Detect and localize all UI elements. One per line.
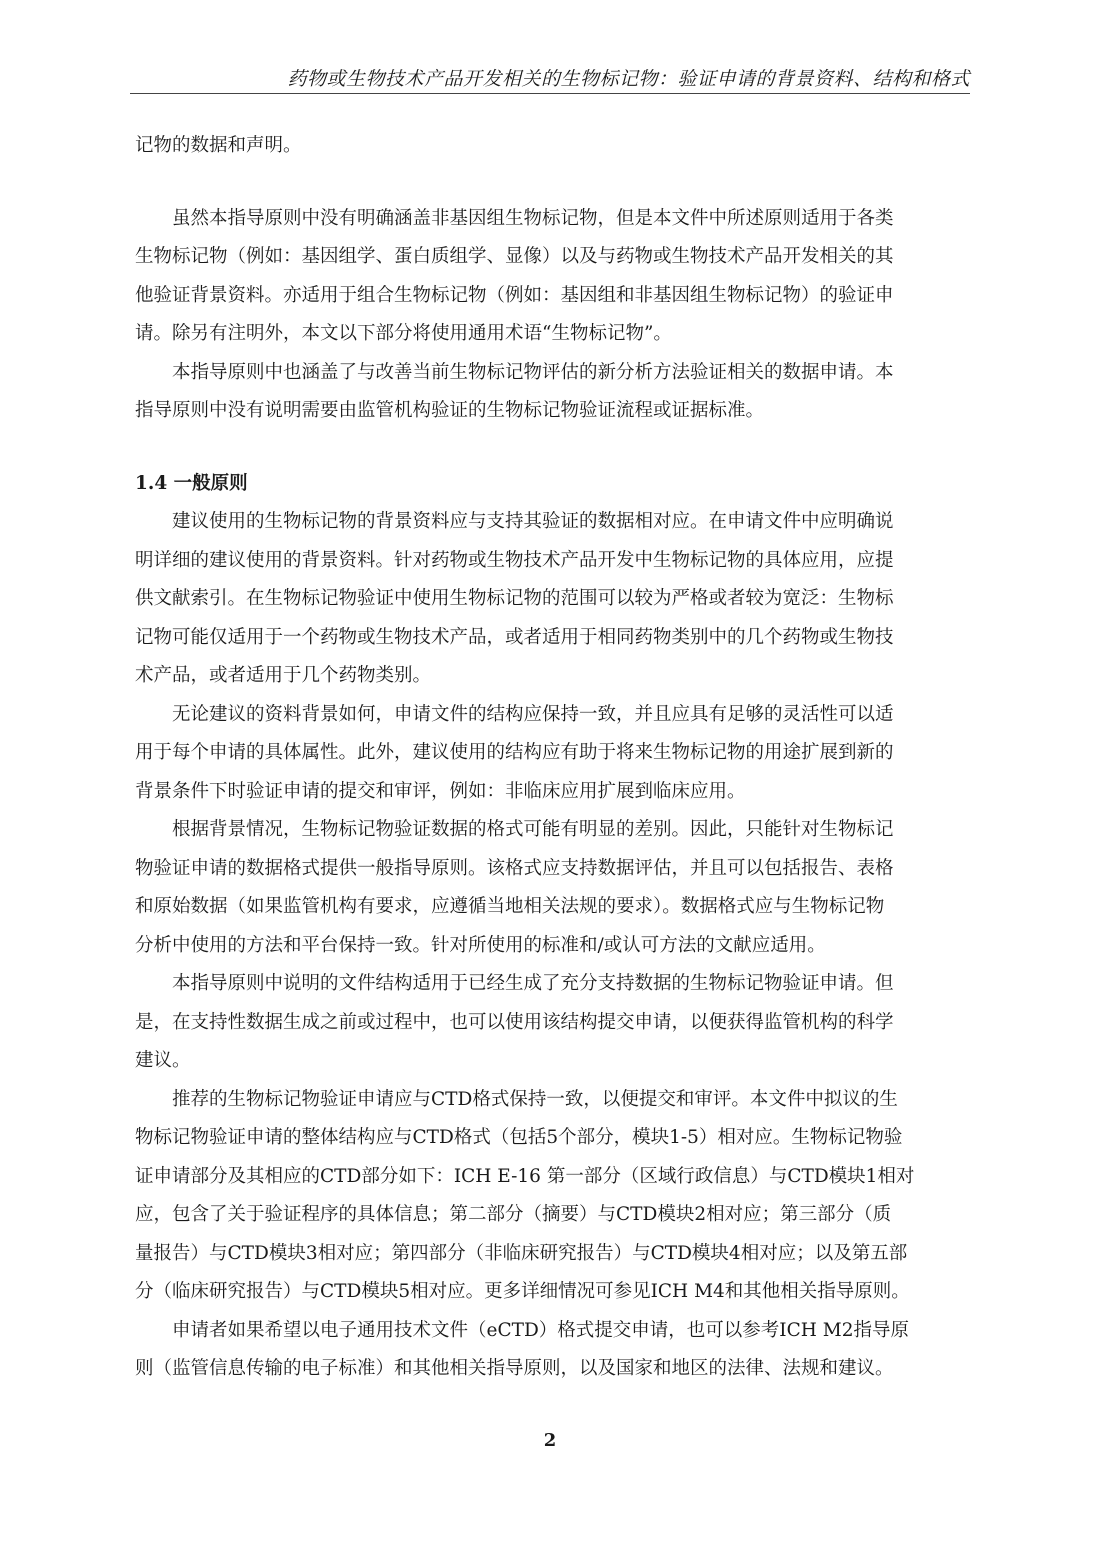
paragraph-ctd-format <box>135 1081 970 1312</box>
paragraph-line: 术产品，或者适用于几个药物类别。 <box>135 665 432 686</box>
paragraph-line: 用于每个申请的具体属性。此外，建议使用的结构应有助于将来生物标记物的用途扩展到新的 <box>135 742 894 763</box>
paragraph-format <box>135 811 970 965</box>
running-header: 药物或生物技术产品开发相关的生物标记物：验证申请的背景资料、结构和格式 <box>287 68 970 90</box>
paragraph-scope-methods <box>135 354 970 431</box>
paragraph-line: 记物可能仅适用于一个药物或生物技术产品，或者适用于相同药物类别中的几个药物或生物技 <box>135 626 894 648</box>
paragraph-line: 物验证申请的数据格式提供一般指导原则。该格式应支持数据评估，并且可以包括报告、表格 <box>135 857 894 879</box>
paragraph-applicability <box>135 965 970 1081</box>
intro-tail-paragraph <box>135 127 970 166</box>
paragraph-line: 应，包含了关于验证程序的具体信息；第二部分（摘要）与CTD模块2相对应；第三部分（质 <box>135 1204 892 1225</box>
page-number: 2 <box>543 1430 557 1451</box>
paragraph-line: 明详细的建议使用的背景资料。针对药物或生物技术产品开发中生物标记物的具体应用，应提 <box>135 549 894 571</box>
paragraph-line: 本指导原则中说明的文件结构适用于已经生成了充分支持数据的生物标记物验证申请。但 <box>172 973 894 994</box>
section-gap <box>135 431 970 465</box>
paragraph-gap <box>135 166 970 200</box>
paragraph-line: 和原始数据（如果监管机构有要求，应遵循当地相关法规的要求）。数据格式应与生物标记物 <box>135 896 885 917</box>
header-rule <box>130 93 970 94</box>
body-text <box>135 127 970 1389</box>
paragraph-line: 分析中使用的方法和平台保持一致。针对所使用的标准和/或认可方法的文献应适用。 <box>135 934 826 956</box>
paragraph-line: 供文献索引。在生物标记物验证中使用生物标记物的范围可以较为严格或者较为宽泛：生物标 <box>135 588 894 609</box>
paragraph-context-of-use <box>135 503 970 696</box>
paragraph-structure <box>135 696 970 812</box>
paragraph-line: 建议使用的生物标记物的背景资料应与支持其验证的数据相对应。在申请文件中应明确说 <box>172 511 894 532</box>
paragraph-line: 指导原则中没有说明需要由监管机构验证的生物标记物验证流程或证据标准。 <box>135 400 765 421</box>
paragraph-line: 建议。 <box>135 1050 191 1071</box>
paragraph-line: 物标记物验证申请的整体结构应与CTD格式（包括5个部分，模块1-5）相对应。生物标记物验 <box>135 1127 903 1148</box>
paragraph-line: 申请者如果希望以电子通用技术文件（eCTD）格式提交申请，也可以参考ICH M2指导原 <box>172 1319 909 1341</box>
paragraph-line: 请。除另有注明外，本文以下部分将使用通用术语“生物标记物”。 <box>135 323 672 344</box>
paragraph-line: 背景条件下时验证申请的提交和审评，例如：非临床应用扩展到临床应用。 <box>135 780 746 802</box>
paragraph-line: 推荐的生物标记物验证申请应与CTD格式保持一致，以便提交和审评。本文件中拟议的生 <box>172 1088 898 1110</box>
paragraph-line: 证申请部分及其相应的CTD部分如下：ICH E-16 第一部分（区域行政信息）与CTD模块1相对 <box>135 1165 915 1187</box>
paragraph-line: 量报告）与CTD模块3相对应；第四部分（非临床研究报告）与CTD模块4相对应；以及第五部 <box>135 1242 908 1264</box>
paragraph-line: 则（监管信息传输的电子标准）和其他相关指导原则，以及国家和地区的法律、法规和建议。 <box>135 1358 894 1379</box>
paragraph-line: 本指导原则中也涵盖了与改善当前生物标记物评估的新分析方法验证相关的数据申请。本 <box>172 361 894 383</box>
paragraph-line: 记物的数据和声明。 <box>135 135 302 156</box>
paragraph-line: 是，在支持性数据生成之前或过程中，也可以使用该结构提交申请，以便获得监管机构的科学 <box>135 1011 894 1033</box>
paragraph-line: 虽然本指导原则中没有明确涵盖非基因组生物标记物，但是本文件中所述原则适用于各类 <box>172 207 894 229</box>
paragraph-line: 生物标记物（例如：基因组学、蛋白质组学、显像）以及与药物或生物技术产品开发相关的其 <box>135 246 894 267</box>
paragraph-ectd <box>135 1312 970 1389</box>
paragraph-scope-nongenomic <box>135 200 970 354</box>
paragraph-line: 无论建议的资料背景如何，申请文件的结构应保持一致，并且应具有足够的灵活性可以适 <box>172 703 894 725</box>
paragraph-line: 根据背景情况，生物标记物验证数据的格式可能有明显的差别。因此，只能针对生物标记 <box>172 819 894 840</box>
paragraph-line: 分（临床研究报告）与CTD模块5相对应。更多详细情况可参见ICH M4和其他相关指导原则。 <box>135 1281 910 1302</box>
paragraph-line: 他验证背景资料。亦适用于组合生物标记物（例如：基因组和非基因组生物标记物）的验证申 <box>135 284 894 306</box>
section-heading: 1.4 一般原则 <box>135 472 248 494</box>
